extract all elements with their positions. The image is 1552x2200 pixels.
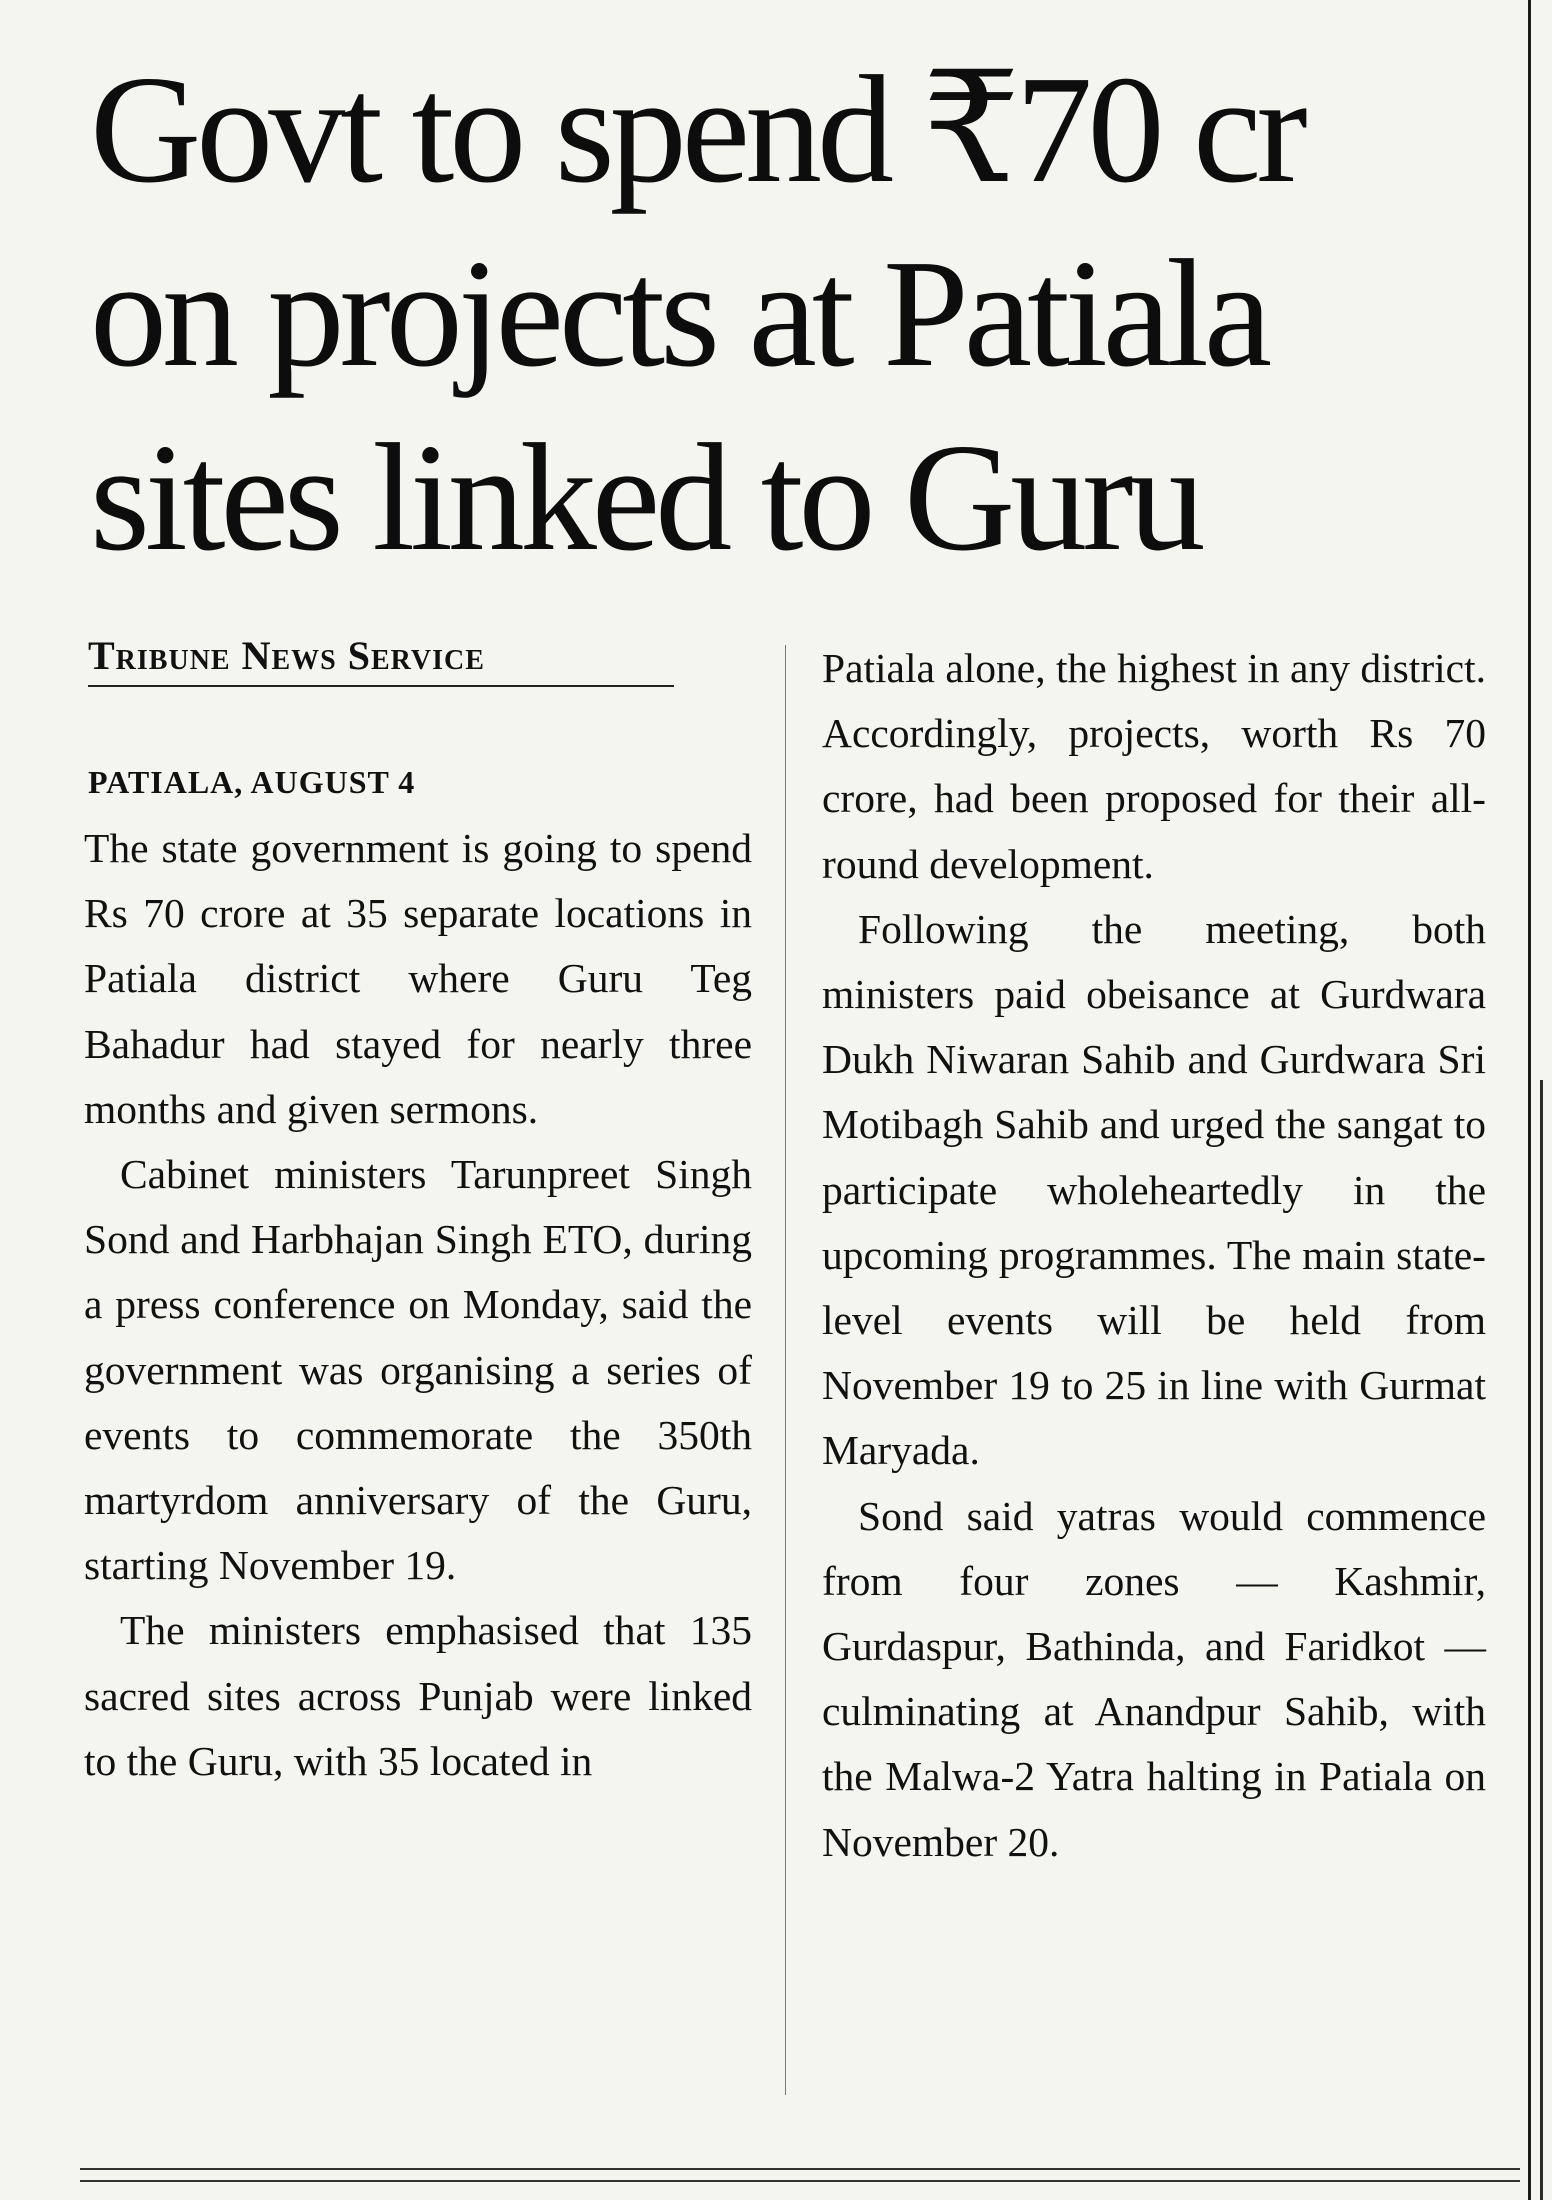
paragraph-right-1: Patiala alone, the highest in any district. Accordingly, projects, worth Rs 70 crore, had been proposed for their all-round development. (822, 645, 1486, 887)
headline (90, 38, 1510, 590)
headline-line-3: sites linked to Guru (90, 413, 1201, 583)
headline-line-2: on projects at Patiala (90, 229, 1268, 399)
page-edge-rule (1528, 0, 1531, 2200)
byline: Tribune News Service (88, 632, 674, 687)
bottom-rule-2 (80, 2180, 1520, 2182)
paragraph-left-3: The ministers emphasised that 135 sacred sites across Punjab were linked to the Guru, with 35 located in (84, 1607, 752, 1784)
paragraph-left-1: The state government is going to spend Rs 70 crore at 35 separate locations in Patiala district where Guru Teg Bahadur had stayed for nearly three months and given sermons. (84, 825, 752, 1132)
headline-line-1: Govt to spend ₹70 cr (90, 45, 1303, 215)
page-edge-rule-inner (1540, 1080, 1543, 2200)
column-divider (785, 645, 786, 2095)
dateline: PATIALA, AUGUST 4 (88, 764, 416, 800)
paragraph-right-3: Sond said yatras would commence from four zones — Kashmir, Gurdaspur, Bathinda, and Faridkot — culminating at Anandpur Sahib, with the Malwa-2 Yatra halting in Patiala on November 20. (822, 1492, 1486, 1865)
paragraph-right-2: Following the meeting, both ministers paid obeisance at Gurdwara Dukh Niwaran Sahib and Gurdwara Sri Motibagh Sahib and urged the sangat to participate wholeheartedly in the upcoming programmes. The main state-level events will be held from November 19 to 25 in line with Gurmat Maryada. (822, 905, 1486, 1474)
right-column (822, 636, 1486, 1875)
bottom-rule (80, 2168, 1520, 2170)
paragraph-left-2: Cabinet ministers Tarunpreet Singh Sond and Harbhajan Singh ETO, during a press conference on Monday, said the government was organising a series of events to commemorate the 350th martyrdom anniversary of the Guru, starting November 19. (84, 1151, 752, 1589)
left-column (84, 816, 752, 1794)
